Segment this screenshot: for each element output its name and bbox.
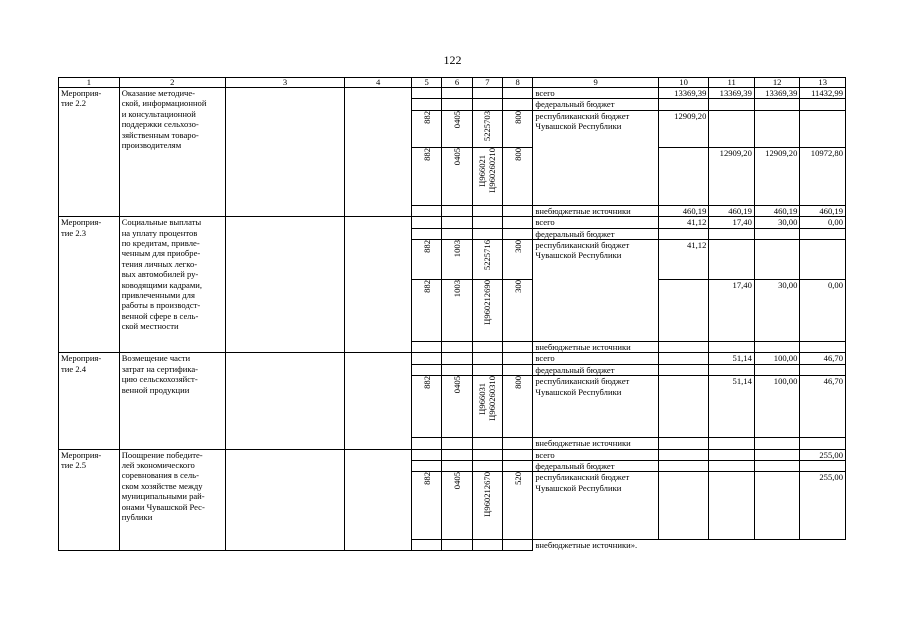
- activity-code: Мероприя- тие 2.2: [59, 88, 120, 217]
- empty-cell: [345, 217, 412, 353]
- source-republic: [533, 376, 658, 438]
- expense-type-code: [503, 280, 533, 342]
- section-code: [442, 280, 472, 342]
- target-article-text: Ц966031 Ц960260310: [477, 376, 498, 422]
- target-article-code: [472, 280, 502, 342]
- empty-cell: [345, 353, 412, 449]
- target-article-text: 5225703: [482, 110, 493, 141]
- page-number: 122: [443, 53, 462, 67]
- header-cell: 3: [225, 78, 344, 88]
- source-republic: [533, 472, 658, 540]
- empty-cell: [345, 449, 412, 551]
- empty-cell: [225, 353, 344, 449]
- source-federal: федеральный бюджет: [533, 99, 658, 110]
- value-cell: [658, 449, 709, 460]
- value-cell: 12909,20: [658, 110, 709, 147]
- source-offbudget: внебюджетные источники: [533, 342, 658, 353]
- header-cell: 8: [503, 78, 533, 88]
- grbs-code: [412, 376, 442, 438]
- section-text: 1003: [452, 240, 463, 258]
- empty-cell: [345, 88, 412, 217]
- header-cell: 1: [59, 78, 120, 88]
- target-article-text: Ц966021 Ц960260210: [477, 147, 498, 193]
- target-article-text: Ц960212690: [482, 280, 493, 325]
- source-total: всего: [533, 217, 658, 228]
- budget-table: [58, 77, 846, 551]
- value-cell: [658, 472, 709, 540]
- grbs-text: 882: [421, 240, 432, 253]
- value-cell: 13369,39: [754, 88, 800, 99]
- source-republic-line2: Чувашской Республики: [535, 482, 622, 493]
- value-cell: 13369,39: [658, 88, 709, 99]
- value-cell: 17,40: [709, 280, 755, 342]
- value-cell: 460,19: [709, 205, 755, 216]
- value-cell: 17,40: [709, 217, 755, 228]
- section-code: [442, 110, 472, 147]
- grbs-code: [412, 472, 442, 540]
- value-cell: [658, 376, 709, 438]
- source-federal: федеральный бюджет: [533, 461, 658, 472]
- activity-name: Социальные выплаты на уплату процентов по кредитам, привле- ченным для приобре- тения личных легко- вых автомобилей ру- ководящими кадрами, привлеченными для работы в производст- венной сфере в сель- ской местности: [119, 217, 225, 353]
- table-row: [59, 217, 846, 228]
- section-text: 0405: [452, 376, 463, 394]
- source-offbudget: внебюджетные источники».: [533, 540, 658, 551]
- header-cell: 7: [472, 78, 502, 88]
- header-row: [59, 78, 846, 88]
- value-cell: 51,14: [709, 376, 755, 438]
- empty-cell: [225, 88, 344, 217]
- header-cell: 13: [800, 78, 846, 88]
- value-cell: 100,00: [754, 353, 800, 364]
- value-cell: [709, 110, 755, 147]
- section-text: 0405: [452, 110, 463, 128]
- grbs-text: 882: [421, 472, 432, 486]
- value-cell: 255,00: [800, 449, 846, 460]
- source-total: всего: [533, 449, 658, 460]
- source-republic-line1: республиканский бюджет: [535, 240, 630, 251]
- value-cell: 255,00: [800, 472, 846, 540]
- value-cell: [709, 449, 755, 460]
- source-total: всего: [533, 88, 658, 99]
- table-row: [59, 88, 846, 99]
- target-article-text: Ц960212670: [482, 472, 493, 518]
- header-cell: 6: [442, 78, 472, 88]
- value-cell: 51,14: [709, 353, 755, 364]
- value-cell: [709, 472, 755, 540]
- activity-name: Возмещение части затрат на сертифика- цию сельскохозяйст- венной продукции: [119, 353, 225, 449]
- value-cell: 460,19: [658, 205, 709, 216]
- value-cell: 10972,80: [800, 147, 846, 205]
- value-cell: 100,00: [754, 376, 800, 438]
- expense-type-text: 800: [512, 110, 523, 124]
- expense-type-text: 800: [512, 376, 523, 390]
- header-cell: 2: [119, 78, 225, 88]
- source-republic-line2: Чувашской Республики: [535, 250, 622, 261]
- value-cell: [800, 240, 846, 280]
- activity-name: Поощрение победите- лей экономического соревнования в сель- ском хозяйстве между муниципальными рай- онами Чувашской Рес- публики: [119, 449, 225, 551]
- header-cell: 4: [345, 78, 412, 88]
- header-cell: 9: [533, 78, 658, 88]
- expense-type-text: 800: [512, 147, 523, 161]
- value-cell: 0,00: [800, 217, 846, 228]
- grbs-code: [412, 240, 442, 280]
- expense-type-text: 300: [512, 240, 523, 253]
- source-republic-line1: республиканский бюджет: [535, 376, 630, 387]
- value-cell: [658, 147, 709, 205]
- section-text: 0405: [452, 472, 463, 490]
- target-article-code: [472, 147, 502, 205]
- value-cell: 11432,99: [800, 88, 846, 99]
- source-total: всего: [533, 353, 658, 364]
- source-republic: [533, 110, 658, 205]
- target-article-code: [472, 376, 502, 438]
- section-code: [442, 147, 472, 205]
- source-federal: федеральный бюджет: [533, 364, 658, 375]
- target-article-code: [472, 110, 502, 147]
- section-text: 0405: [452, 147, 463, 165]
- value-cell: 46,70: [800, 353, 846, 364]
- value-cell: 46,70: [800, 376, 846, 438]
- grbs-text: 882: [421, 280, 432, 293]
- grbs-text: 882: [421, 110, 432, 124]
- grbs-text: 882: [421, 147, 432, 161]
- value-cell: 30,00: [754, 217, 800, 228]
- expense-type-code: [503, 240, 533, 280]
- header-cell: 5: [412, 78, 442, 88]
- expense-type-code: [503, 376, 533, 438]
- value-cell: [658, 353, 709, 364]
- value-cell: [754, 449, 800, 460]
- source-offbudget: внебюджетные источники: [533, 205, 658, 216]
- table-row: [59, 449, 846, 460]
- section-code: [442, 376, 472, 438]
- empty-cell: [225, 449, 344, 551]
- section-code: [442, 472, 472, 540]
- value-cell: 460,19: [754, 205, 800, 216]
- value-cell: 41,12: [658, 217, 709, 228]
- expense-type-code: [503, 472, 533, 540]
- value-cell: 41,12: [658, 240, 709, 280]
- grbs-code: [412, 280, 442, 342]
- header-cell: 11: [709, 78, 755, 88]
- value-cell: [754, 472, 800, 540]
- source-republic-line1: республиканский бюджет: [535, 472, 630, 483]
- target-article-code: [472, 240, 502, 280]
- value-cell: [754, 240, 800, 280]
- source-republic-line2: Чувашской Республики: [535, 386, 622, 397]
- grbs-code: [412, 110, 442, 147]
- target-article-code: [472, 472, 502, 540]
- table-row: [59, 353, 846, 364]
- expense-type-code: [503, 110, 533, 147]
- value-cell: [658, 280, 709, 342]
- header-cell: 10: [658, 78, 709, 88]
- activity-code: Мероприя- тие 2.3: [59, 217, 120, 353]
- section-code: [442, 240, 472, 280]
- section-text: 1003: [452, 280, 463, 298]
- value-cell: 12909,20: [754, 147, 800, 205]
- activity-code: Мероприя- тие 2.4: [59, 353, 120, 449]
- source-federal: федеральный бюджет: [533, 228, 658, 239]
- value-cell: 13369,39: [709, 88, 755, 99]
- expense-type-text: 300: [512, 280, 523, 293]
- source-republic: [533, 240, 658, 342]
- empty-cell: [225, 217, 344, 353]
- grbs-code: [412, 147, 442, 205]
- value-cell: 12909,20: [709, 147, 755, 205]
- source-republic-line2: Чувашской Республики: [535, 121, 622, 132]
- activity-name: Оказание методиче- ской, информационной и консультационной поддержки сельхозо- зяйственным товаро- производителям: [119, 88, 225, 217]
- grbs-text: 882: [421, 376, 432, 390]
- expense-type-code: [503, 147, 533, 205]
- target-article-text: 5225716: [482, 240, 493, 271]
- value-cell: 460,19: [800, 205, 846, 216]
- value-cell: [754, 110, 800, 147]
- value-cell: 30,00: [754, 280, 800, 342]
- source-republic-line1: республиканский бюджет: [535, 110, 630, 121]
- source-offbudget: внебюджетные источники: [533, 438, 658, 449]
- activity-code: Мероприя- тие 2.5: [59, 449, 120, 551]
- value-cell: [709, 240, 755, 280]
- header-cell: 12: [754, 78, 800, 88]
- expense-type-text: 520: [512, 472, 523, 486]
- value-cell: [800, 110, 846, 147]
- value-cell: 0,00: [800, 280, 846, 342]
